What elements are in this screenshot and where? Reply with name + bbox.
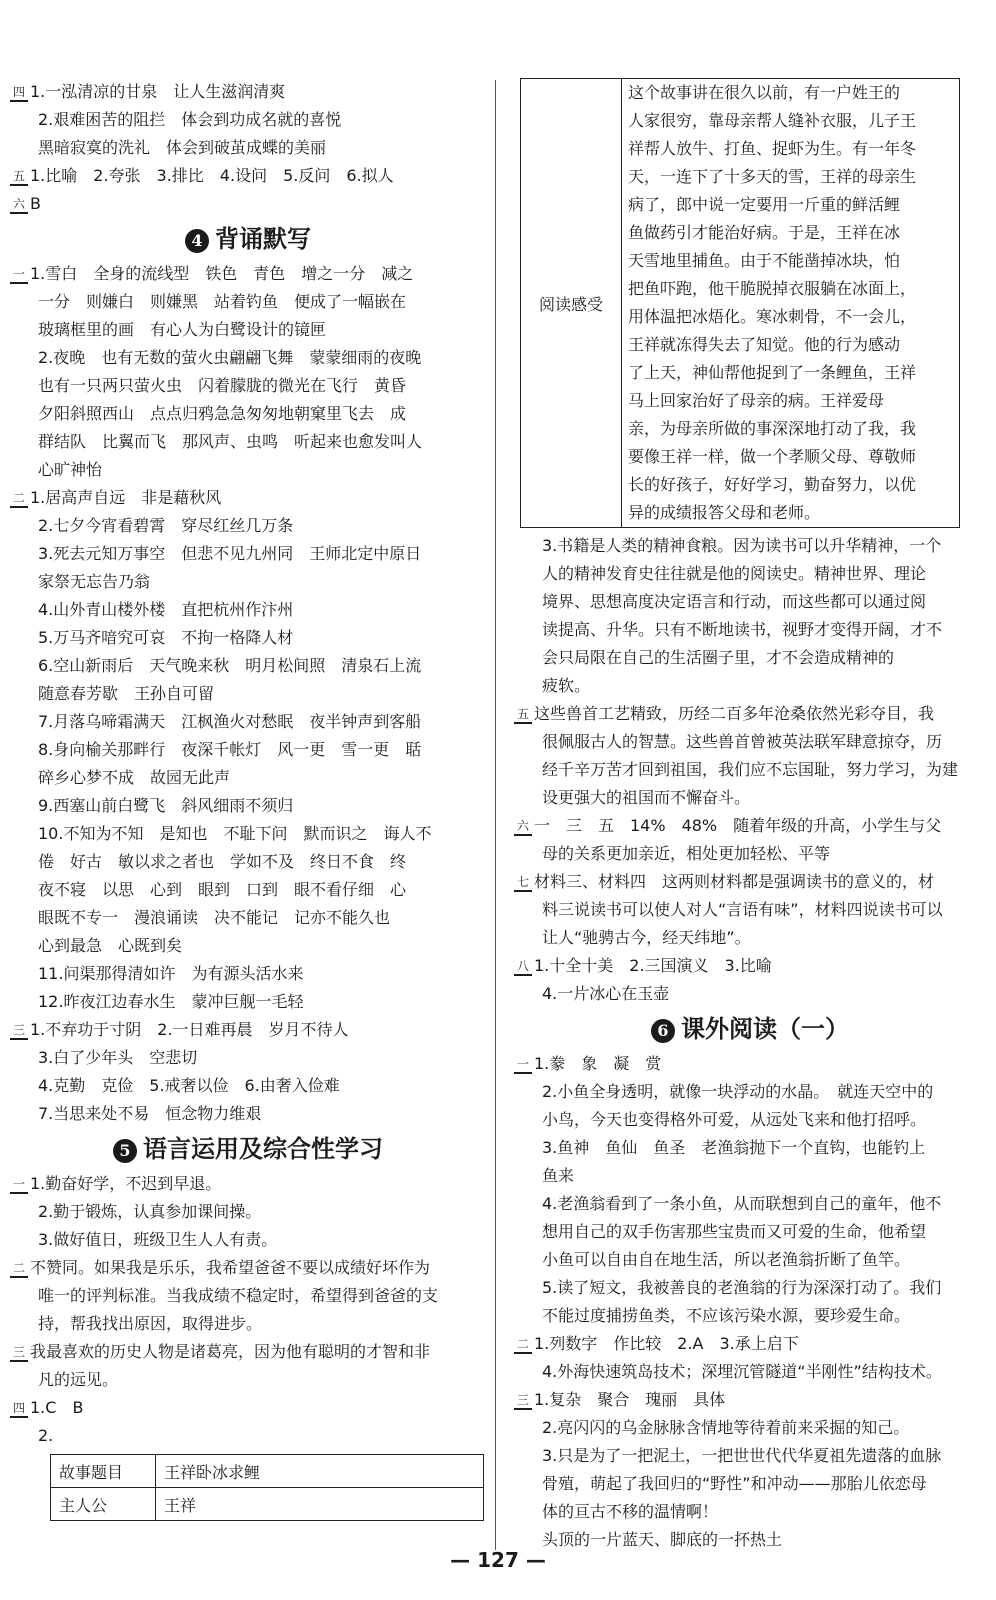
- answer-text: 家祭无忘告乃翁: [38, 572, 151, 591]
- answer-text: 1.居高声自远 非是藉秋风: [30, 488, 222, 507]
- answer-text: 材料三、材料四 这两则材料都是强调读书的意义的，材: [534, 872, 935, 891]
- answer-text: 倦 好古 敏以求之者也 学如不及 终日不食 终: [38, 852, 407, 871]
- answer-line: [10, 484, 486, 512]
- question-marker: 二: [10, 490, 28, 508]
- answer-line: [10, 820, 486, 848]
- answer-line: [10, 260, 486, 288]
- answer-text: 3.书籍是人类的精神食粮。因为读书可以升华精神，一个: [542, 536, 942, 555]
- answer-text: 玻璃框里的画 有心人为白鹭设计的镜匣: [38, 320, 327, 339]
- section-title: 语言运用及综合性学习: [143, 1134, 383, 1163]
- answer-text: 小鱼可以自由自在地生活，所以老渔翁折断了鱼竿。: [542, 1250, 911, 1269]
- answer-line: [10, 1254, 486, 1282]
- answer-line: [10, 1044, 486, 1072]
- right-column: [514, 78, 986, 1554]
- section-number-badge: 4: [185, 229, 209, 253]
- answer-text: 1.豢 象 凝 赏: [534, 1054, 662, 1073]
- answer-line: [10, 288, 486, 316]
- answer-text: 1.C B: [30, 1398, 84, 1417]
- answer-text: 一 三 五 14% 48% 随着年级的升高，小学生与父: [534, 816, 942, 835]
- answer-text: 让人“驰骋古今，经天纬地”。: [542, 928, 751, 947]
- question-marker: 二: [514, 1336, 532, 1354]
- answer-line: [10, 512, 486, 540]
- answer-text: 人的精神发育史往往就是他的阅读史。精神世界、理论: [542, 564, 927, 583]
- question-marker: 一: [10, 1176, 28, 1194]
- question-marker: 一: [514, 1056, 532, 1074]
- question-marker: 一: [10, 266, 28, 284]
- answer-text: 母的关系更加亲近，相处更加轻松、平等: [542, 844, 831, 863]
- reading-line: 异的成绩报答父母和老师。: [628, 503, 821, 522]
- answer-line: [514, 1106, 986, 1134]
- section-number-badge: 5: [113, 1139, 137, 1163]
- answer-text: 4.山外青山楼外楼 直把杭州作汴州: [38, 600, 294, 619]
- reading-line: 祥帮人放牛、打鱼、捉虾为生。有一年冬: [628, 139, 917, 158]
- answer-text: 2.夜晚 也有无数的萤火虫翩翩飞舞 蒙蒙细雨的夜晚: [38, 348, 422, 367]
- answer-text: 4.克勤 克俭 5.戒奢以俭 6.由奢入俭难: [38, 1076, 340, 1095]
- answer-line: [514, 812, 986, 840]
- answer-text: 6.空山新雨后 天气晚来秋 明月松间照 清泉石上流: [38, 656, 422, 675]
- answer-line: [514, 1442, 986, 1470]
- question-marker: 四: [10, 84, 28, 102]
- answer-line: [10, 1282, 486, 1310]
- answer-line: [10, 876, 486, 904]
- reading-line: 用体温把冰焐化。寒冰刺骨，不一会儿，: [628, 307, 917, 326]
- answer-line: [10, 1422, 486, 1450]
- section-number-badge: 6: [651, 1019, 675, 1043]
- answer-line: [10, 428, 486, 456]
- section-heading: [514, 1008, 986, 1050]
- answer-line: [514, 728, 986, 756]
- answer-line: [10, 792, 486, 820]
- question-marker: 三: [514, 1392, 532, 1410]
- answer-text: 2.七夕今宵看碧霄 穿尽红丝几万条: [38, 516, 294, 535]
- answer-line: [10, 1394, 486, 1422]
- answer-line: [514, 1134, 986, 1162]
- answer-text: 1.列数字 作比较 2.A 3.承上启下: [534, 1334, 799, 1353]
- answer-line: [514, 1162, 986, 1190]
- answer-line: [10, 1338, 486, 1366]
- answer-text: 碎乡心梦不成 故园无此声: [38, 768, 231, 787]
- answer-line: [514, 1498, 986, 1526]
- answer-line: [514, 1330, 986, 1358]
- answer-line: [10, 456, 486, 484]
- reading-line: 天雪地里捕鱼。由于不能凿掉冰块，怕: [628, 251, 901, 270]
- answer-line: [10, 106, 486, 134]
- answer-line: [514, 1246, 986, 1274]
- answer-text: 境界、思想高度决定语言和行动，而这些都可以通过阅: [542, 592, 927, 611]
- answer-line: [10, 1366, 486, 1394]
- answer-line: [10, 1226, 486, 1254]
- answer-text: 疲软。: [542, 676, 591, 695]
- answer-text: 黑暗寂寞的洗礼 体会到破茧成蝶的美丽: [38, 138, 327, 157]
- answer-line: [514, 1470, 986, 1498]
- answer-text: 2.小鱼全身透明，就像一块浮动的水晶。 就连天空中的: [542, 1082, 934, 1101]
- answer-line: [514, 980, 986, 1008]
- page-number: — 127 —: [450, 1548, 546, 1572]
- table-label-cell: 主人公: [51, 1488, 156, 1521]
- answer-text: 体的亘古不移的温情啊！: [542, 1502, 719, 1521]
- answer-line: [514, 756, 986, 784]
- answer-text: 1.复杂 聚合 瑰丽 具体: [534, 1390, 726, 1409]
- question-marker: 四: [10, 1400, 28, 1418]
- reading-line: 亲，为母亲所做的事深深地打动了我，我: [628, 419, 917, 438]
- answer-text: 头顶的一片蓝天、脚底的一抔热土: [542, 1530, 783, 1549]
- answer-line: [10, 904, 486, 932]
- answer-text: 7.月落乌啼霜满天 江枫渔火对愁眠 夜半钟声到客船: [38, 712, 422, 731]
- answer-line: [514, 616, 986, 644]
- answer-line: [10, 568, 486, 596]
- answer-line: [514, 1190, 986, 1218]
- section-title: 课外阅读（一）: [681, 1014, 849, 1043]
- answer-text: 夕阳斜照西山 点点归鸦急急匆匆地朝窠里飞去 成: [38, 404, 407, 423]
- answer-line: [514, 784, 986, 812]
- answer-text: 小鸟，今天也变得格外可爱，从远处飞来和他打招呼。: [542, 1110, 927, 1129]
- page-number-value: 127: [477, 1548, 519, 1572]
- answer-line: [10, 316, 486, 344]
- answer-text: 夜不寝 以思 心到 眼到 口到 眼不看仔细 心: [38, 880, 407, 899]
- answer-text: 1.勤奋好学，不迟到早退。: [30, 1174, 222, 1193]
- reading-table-body: [622, 79, 960, 528]
- answer-text: 1.一泓清凉的甘泉 让人生滋润清爽: [30, 82, 286, 101]
- answer-text: 设更强大的祖国而不懈奋斗。: [542, 788, 751, 807]
- reading-line: 这个故事讲在很久以前，有一户姓王的: [628, 83, 901, 102]
- answer-line: [514, 644, 986, 672]
- answer-line: [514, 1078, 986, 1106]
- table-label-cell: 故事题目: [51, 1455, 156, 1488]
- answer-text: 2.亮闪闪的乌金脉脉含情地等待着前来采掘的知己。: [542, 1418, 910, 1437]
- answer-line: [10, 1072, 486, 1100]
- answer-text: 读提高、升华。只有不断地读书，视野才变得开阔，才不: [542, 620, 943, 639]
- reading-line: 把鱼吓跑，他干脆脱掉衣服躺在冰面上，: [628, 279, 917, 298]
- answer-text: 会只局限在自己的生活圈子里，才不会造成精神的: [542, 648, 895, 667]
- answer-text: 也有一只两只萤火虫 闪着朦胧的微光在飞行 黄昏: [38, 376, 407, 395]
- answer-line: [10, 1100, 486, 1128]
- answer-line: [10, 960, 486, 988]
- answer-text: 3.死去元知万事空 但悲不见九州同 王师北定中原日: [38, 544, 422, 563]
- table-value-cell: 王祥: [156, 1488, 484, 1521]
- answer-text: 群结队 比翼而飞 那风声、虫鸣 听起来也愈发叫人: [38, 432, 423, 451]
- answer-line: [514, 952, 986, 980]
- answer-line: [10, 680, 486, 708]
- answer-line: [10, 540, 486, 568]
- answer-line: [514, 672, 986, 700]
- reading-feelings-table: [520, 78, 960, 528]
- question-marker: 三: [10, 1344, 28, 1362]
- answer-line: [514, 1302, 986, 1330]
- table-row: [521, 79, 960, 528]
- answer-text: 眼既不专一 漫浪诵读 决不能记 记亦不能久也: [38, 908, 391, 927]
- answer-line: [10, 134, 486, 162]
- table-row: [51, 1488, 484, 1521]
- question-marker: 六: [514, 818, 532, 836]
- answer-line: [10, 624, 486, 652]
- reading-line: 长的好孩子，好好学习，勤奋努力，以优: [628, 475, 917, 494]
- answer-text: 凡的远见。: [38, 1370, 119, 1389]
- answer-text: 4.老渔翁看到了一条小鱼，从而联想到自己的童年，他不: [542, 1194, 942, 1213]
- reading-line: 了上天，神仙帮他捉到了一条鲤鱼，王祥: [628, 363, 917, 382]
- answer-text: 不能过度捕捞鱼类，不应该污染水源，要珍爱生命。: [542, 1306, 911, 1325]
- answer-text: 心旷神怡: [38, 460, 103, 479]
- answer-line: [514, 840, 986, 868]
- answer-text: 一分 则嫌白 则嫌黑 站着钓鱼 便成了一幅嵌在: [38, 292, 407, 311]
- answer-line: [10, 1170, 486, 1198]
- answer-text: 这些兽首工艺精致，历经二百多年沧桑依然光彩夺目，我: [534, 704, 935, 723]
- section-heading: [10, 1128, 486, 1170]
- answer-line: [514, 868, 986, 896]
- reading-line: 天，一连下了十多天的雪，王祥的母亲生: [628, 167, 917, 186]
- answer-text: 8.身向榆关那畔行 夜深千帐灯 风一更 雪一更 聒: [38, 740, 422, 759]
- answer-line: [514, 1050, 986, 1078]
- answer-line: [10, 162, 486, 190]
- reading-line: 要像王祥一样，做一个孝顺父母、尊敬师: [628, 447, 917, 466]
- answer-text: 10.不知为不知 是知也 不耻下问 默而识之 诲人不: [38, 824, 432, 843]
- answer-line: [10, 190, 486, 218]
- section-title: 背诵默写: [215, 224, 311, 253]
- answer-line: [10, 1310, 486, 1338]
- answer-line: [10, 848, 486, 876]
- answer-line: [514, 1218, 986, 1246]
- reading-line: 病了，郎中说一定要用一斤重的鲜活鲤: [628, 195, 901, 214]
- answer-text: 3.白了少年头 空悲切: [38, 1048, 198, 1067]
- reading-line: 人家很穷，靠母亲帮人缝补衣服，儿子王: [628, 111, 917, 130]
- answer-text: 很佩服古人的智慧。这些兽首曾被英法联军肆意掠夺，历: [542, 732, 943, 751]
- answer-line: [514, 924, 986, 952]
- answer-text: 5.读了短文，我被善良的老渔翁的行为深深打动了。我们: [542, 1278, 942, 1297]
- answer-line: [514, 588, 986, 616]
- question-marker: 二: [10, 1260, 28, 1278]
- answer-line: [10, 344, 486, 372]
- answer-text: 心到最急 心既到矣: [38, 936, 183, 955]
- story-table: [50, 1454, 484, 1521]
- answer-text: 经千辛万苦才回到祖国，我们应不忘国耻，努力学习，为建: [542, 760, 959, 779]
- answer-text: 料三说读书可以使人对人“言语有味”，材料四说读书可以: [542, 900, 943, 919]
- answer-text: 想用自己的双手伤害那些宝贵而又可爱的生命，他希望: [542, 1222, 927, 1241]
- question-marker: 三: [10, 1022, 28, 1040]
- answer-text: 鱼来: [542, 1166, 575, 1185]
- answer-text: 3.鱼神 鱼仙 鱼圣 老渔翁抛下一个直钩，也能钓上: [542, 1138, 926, 1157]
- reading-line: 马上回家治好了母亲的病。王祥爱母: [628, 391, 885, 410]
- question-marker: 六: [10, 196, 28, 214]
- answer-text: 随意春芳歇 王孙自可留: [38, 684, 215, 703]
- answer-text: 12.昨夜江边春水生 蒙冲巨舰一毛轻: [38, 992, 304, 1011]
- answer-text: 9.西塞山前白鹭飞 斜风细雨不须归: [38, 796, 294, 815]
- answer-text: 3.只是为了一把泥土，一把世世代代华夏祖先遗落的血脉: [542, 1446, 942, 1465]
- table-value-cell: 王祥卧冰求鲤: [156, 1455, 484, 1488]
- answer-text: 1.不弃功于寸阴 2.一日难再晨 岁月不待人: [30, 1020, 349, 1039]
- answer-line: [10, 1198, 486, 1226]
- answer-line: [10, 596, 486, 624]
- answer-line: [10, 736, 486, 764]
- question-marker: 五: [514, 706, 532, 724]
- question-marker: 七: [514, 874, 532, 892]
- column-divider: [495, 80, 496, 1550]
- answer-text: 4.外海快速筑岛技术；深埋沉管隧道“半刚性”结构技术。: [542, 1362, 942, 1381]
- answer-text: 7.当思来处不易 恒念物力维艰: [38, 1104, 262, 1123]
- table-row: [51, 1455, 484, 1488]
- answer-text: 3.做好值日，班级卫生人人有责。: [38, 1230, 278, 1249]
- answer-text: 5.万马齐喑究可哀 不拘一格降人材: [38, 628, 294, 647]
- answer-text: 4.一片冰心在玉壶: [542, 984, 670, 1003]
- answer-line: [514, 1386, 986, 1414]
- answer-line: [514, 560, 986, 588]
- answer-line: [514, 1358, 986, 1386]
- answer-line: [10, 372, 486, 400]
- answer-line: [10, 1016, 486, 1044]
- answer-line: [10, 932, 486, 960]
- answer-line: [514, 1274, 986, 1302]
- answer-line: [514, 896, 986, 924]
- reading-line: 王祥就冻得失去了知觉。他的行为感动: [628, 335, 901, 354]
- answer-text: B: [30, 194, 41, 213]
- answer-text: 我最喜欢的历史人物是诸葛亮，因为他有聪明的才智和非: [30, 1342, 431, 1361]
- answer-text: 2.艰难困苦的阻拦 体会到功成名就的喜悦: [38, 110, 342, 129]
- reading-line: 鱼做药引才能治好病。于是，王祥在冰: [628, 223, 901, 242]
- question-marker: 八: [514, 958, 532, 976]
- answer-text: 1.十全十美 2.三国演义 3.比喻: [534, 956, 772, 975]
- answer-text: 骨殖，萌起了我回归的“野性”和冲动——那胎儿依恋母: [542, 1474, 927, 1493]
- reading-table-label: 阅读感受: [521, 79, 622, 528]
- answer-line: [10, 764, 486, 792]
- section-heading: [10, 218, 486, 260]
- answer-line: [10, 78, 486, 106]
- question-marker: 五: [10, 168, 28, 186]
- answer-line: [10, 400, 486, 428]
- answer-text: 不赞同。如果我是乐乐，我希望爸爸不要以成绩好坏作为: [30, 1258, 431, 1277]
- answer-line: [514, 532, 986, 560]
- answer-text: 11.问渠那得清如许 为有源头活水来: [38, 964, 304, 983]
- answer-text: 1.比喻 2.夸张 3.排比 4.设问 5.反问 6.拟人: [30, 166, 394, 185]
- answer-text: 持，帮我找出原因，取得进步。: [38, 1314, 263, 1333]
- answer-line: [514, 1414, 986, 1442]
- answer-text: 唯一的评判标准。当我成绩不稳定时，希望得到爸爸的支: [38, 1286, 439, 1305]
- answer-line: [514, 700, 986, 728]
- answer-line: [10, 988, 486, 1016]
- answer-text: 2.: [38, 1426, 54, 1445]
- answer-line: [10, 708, 486, 736]
- answer-text: 1.雪白 全身的流线型 铁色 青色 增之一分 减之: [30, 264, 414, 283]
- left-column: [10, 78, 486, 1521]
- answer-text: 2.勤于锻炼，认真参加课间操。: [38, 1202, 262, 1221]
- answer-line: [10, 652, 486, 680]
